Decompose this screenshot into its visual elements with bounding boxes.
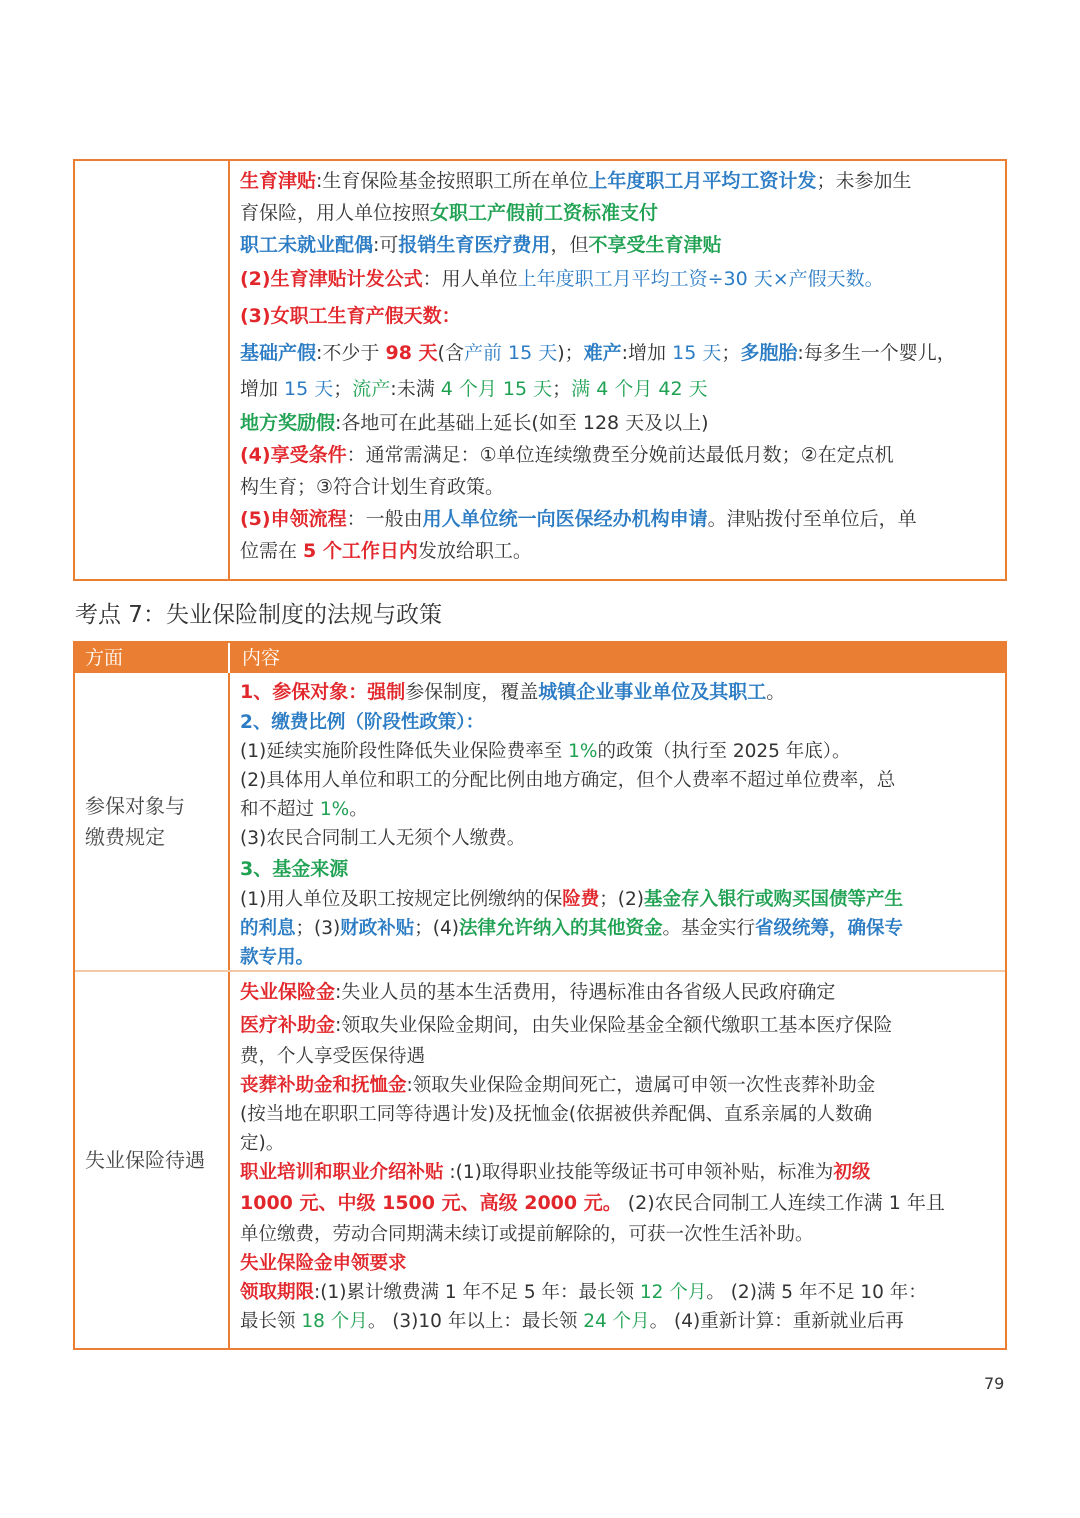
content-line: 位需在 5 个工作日内发放给职工。 <box>240 540 532 562</box>
content-line: 1000 元、中级 1500 元、高级 2000 元。 (2)农民合同制工人连续工作满 1 年且 <box>240 1192 945 1214</box>
content-line: 的利息；(3)财政补贴；(4)法律允许纳入的其他资金。基金实行省级统筹，确保专 <box>240 918 904 939</box>
maternity-content <box>230 161 1005 579</box>
content-line: 基础产假:不少于 98 天(含产前 15 天)；难产:增加 15 天；多胞胎:每多生一个婴儿， <box>240 342 956 364</box>
content-line: 定)。 <box>240 1133 285 1154</box>
content-line: 职业培训和职业介绍补贴 :(1)取得职业技能等级证书可申领补贴，标准为初级 <box>240 1162 871 1183</box>
content-line: 领取期限:(1)累计缴费满 1 年不足 5 年：最长领 12 个月。 (2)满 5 年不足 10 年： <box>240 1282 927 1303</box>
section-title: 考点 7：失业保险制度的法规与政策 <box>75 602 442 628</box>
content-line: 地方奖励假:各地可在此基础上延长(如至 128 天及以上) <box>240 412 709 434</box>
row-content <box>230 673 1005 970</box>
content-line: (4)享受条件：通常需满足：①单位连续缴费至分娩前达最低月数；②在定点机 <box>240 444 894 466</box>
header-aspect: 方面 <box>75 643 230 673</box>
maternity-aspect-cell <box>75 161 230 579</box>
content-line: (5)申领流程：一般由用人单位统一向医保经办机构申请。津贴拨付至单位后，单 <box>240 508 917 530</box>
row-label <box>75 673 230 970</box>
content-line: (1)延续实施阶段性降低失业保险费率至 1%的政策（执行至 2025 年底）。 <box>240 741 851 762</box>
unemployment-table <box>73 641 1007 1350</box>
content-line: (2)具体用人单位和职工的分配比例由地方确定，但个人费率不超过单位费率，总 <box>240 770 896 791</box>
content-line: 款专用。 <box>240 947 315 968</box>
content-line: 职工未就业配偶:可报销生育医疗费用，但不享受生育津贴 <box>240 234 722 256</box>
content-line: 增加 15 天；流产:未满 4 个月 15 天；满 4 个月 42 天 <box>240 378 708 400</box>
content-line: 丧葬补助金和抚恤金:领取失业保险金期间死亡，遗属可申领一次性丧葬补助金 <box>240 1075 876 1096</box>
row-content <box>230 972 1005 1348</box>
row-label <box>75 972 230 1348</box>
content-line: 失业保险金申领要求 <box>240 1253 407 1274</box>
content-line: (按当地在职职工同等待遇计发)及抚恤金(依据被供养配偶、直系亲属的人数确 <box>240 1104 873 1125</box>
content-line: 费，个人享受医保待遇 <box>240 1046 426 1067</box>
content-line: 单位缴费，劳动合同期满未续订或提前解除的，可获一次性生活补助。 <box>240 1224 814 1245</box>
header-content: 内容 <box>242 647 281 669</box>
table-header <box>75 643 1005 673</box>
row-label-line: 参保对象与 <box>85 793 185 818</box>
maternity-table <box>73 159 1007 581</box>
row-label-line: 缴费规定 <box>85 824 165 849</box>
content-line: 1、参保对象：强制参保制度，覆盖城镇企业事业单位及其职工。 <box>240 681 786 703</box>
content-line: (3)农民合同制工人无须个人缴费。 <box>240 828 526 849</box>
content-line: (1)用人单位及职工按规定比例缴纳的保险费；(2)基金存入银行或购买国债等产生 <box>240 889 903 910</box>
content-line: 生育津贴:生育保险基金按照职工所在单位上年度职工月平均工资计发；未参加生 <box>240 170 912 192</box>
content-line: 育保险，用人单位按照女职工产假前工资标准支付 <box>240 202 659 224</box>
row-label-line: 失业保险待遇 <box>85 1147 205 1172</box>
content-line: 构生育；③符合计划生育政策。 <box>240 476 505 498</box>
page-number: 79 <box>984 1374 1005 1393</box>
content-line: 医疗补助金:领取失业保险金期间，由失业保险基金全额代缴职工基本医疗保险 <box>240 1014 893 1036</box>
content-line: 2、缴费比例（阶段性政策）： <box>240 712 485 733</box>
content-line: 和不超过 1%。 <box>240 799 368 820</box>
content-line: 失业保险金:失业人员的基本生活费用，待遇标准由各省级人民政府确定 <box>240 981 836 1003</box>
table-row <box>75 970 1005 1348</box>
content-line: (2)生育津贴计发公式：用人单位上年度职工月平均工资÷30 天×产假天数。 <box>240 268 884 290</box>
content-line: (3)女职工生育产假天数： <box>240 305 461 327</box>
table-row <box>75 673 1005 970</box>
content-line: 最长领 18 个月。 (3)10 年以上：最长领 24 个月。 (4)重新计算：重新就业后再 <box>240 1311 904 1332</box>
content-line: 3、基金来源 <box>240 858 349 880</box>
